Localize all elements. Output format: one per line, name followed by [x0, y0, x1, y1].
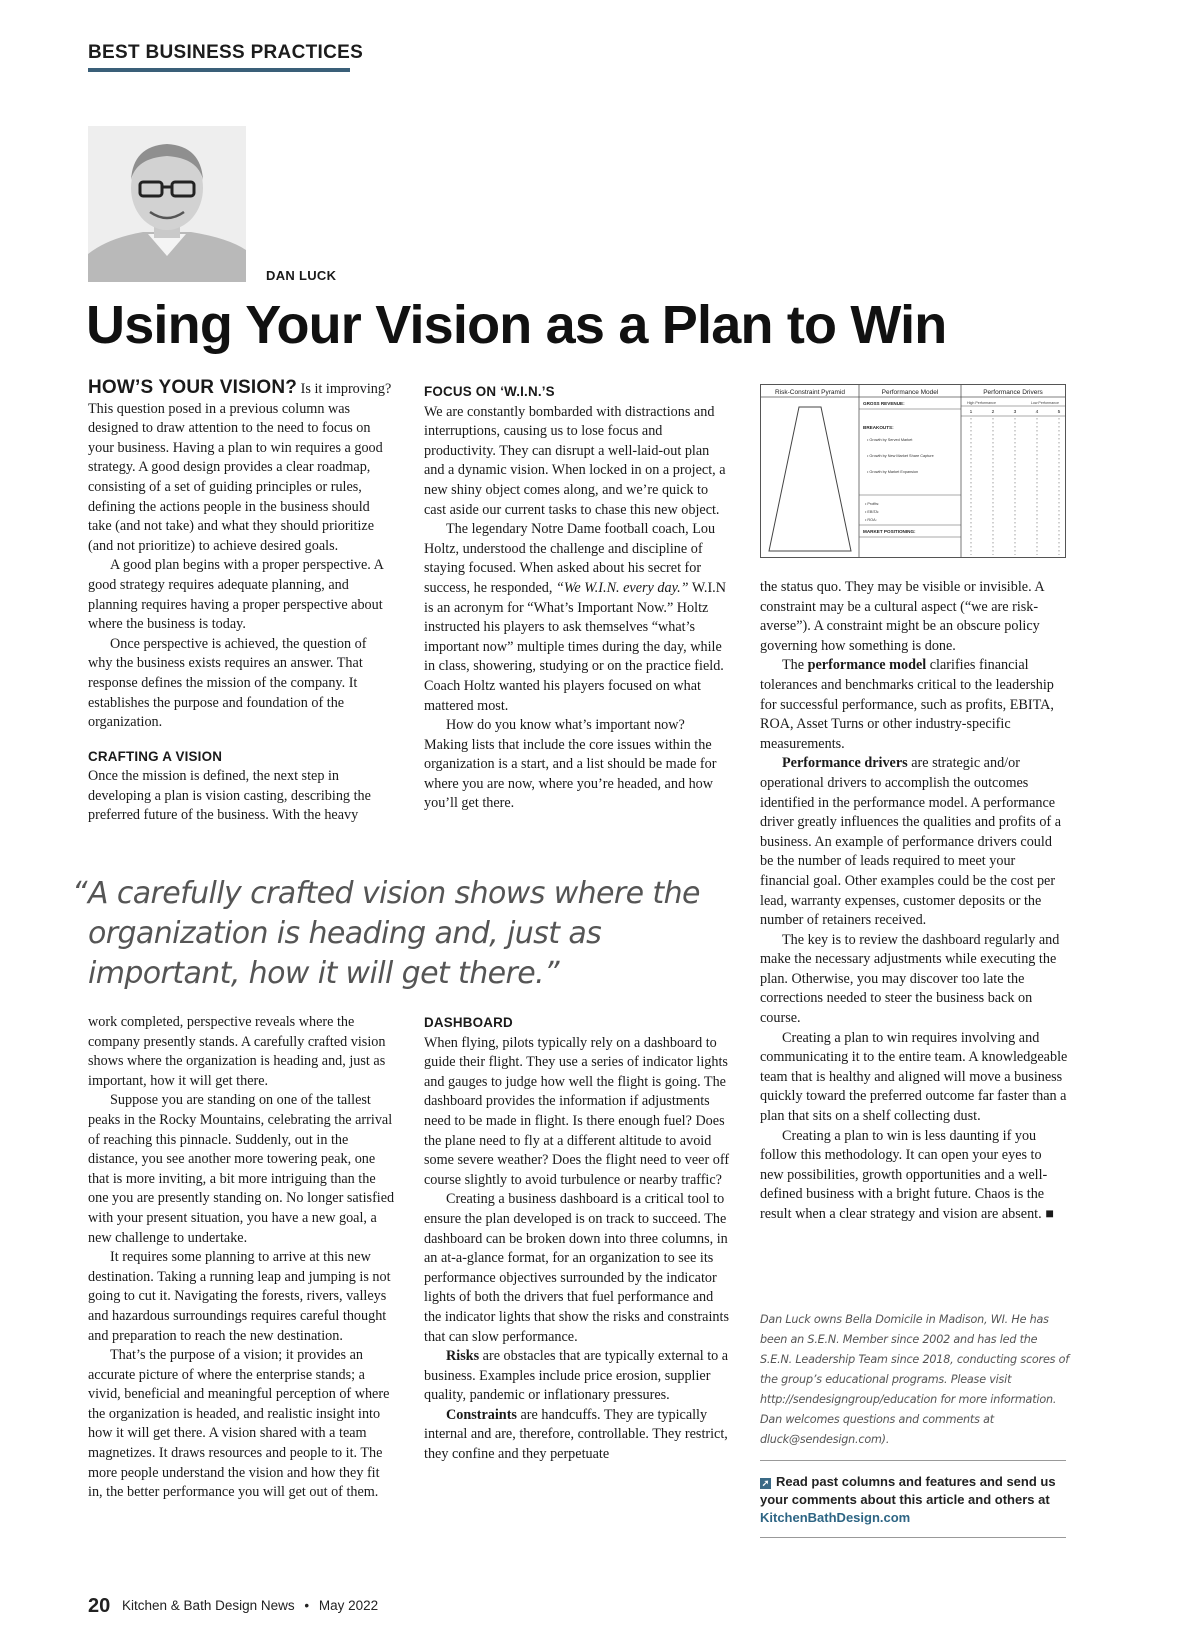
- paragraph: Once perspective is achieved, the question of why the business exists requires an answer. That response defines the mission of the company. It establishes the purpose and foundation of the organization.: [88, 635, 367, 731]
- driver-score: 4: [1035, 410, 1039, 415]
- paragraph: A good plan begins with a proper perspective. A good strategy requires adequate planning, and planning requires having a proper perspective about where the business is today.: [88, 557, 384, 633]
- issue-date: May 2022: [318, 1598, 379, 1613]
- call-to-action: [760, 1460, 1066, 1538]
- paragraph: W.I.N is an acronym for “What’s Important Now.” Holtz instructed his players to ask themselves “what’s important now” multiple times during the day, while in class, showering, studying or on the practice field. Coach Holtz wanted his players focused on what mattered most.: [424, 579, 726, 714]
- paragraph: Is it improving? This question posed in a previous column was designed to draw attention to the need to focus on your business. Having a plan to win requires a good strategy. A good design provides a clear roadmap, consisting of a set of guiding principles or rules, defining the actions people in the business should take (and not take) and what they should prioritize (and not prioritize) to achieve desired goals.: [88, 381, 392, 554]
- author-portrait-illustration: [88, 126, 246, 282]
- column-3: [760, 578, 1068, 1225]
- driver-gridlines: [971, 418, 1059, 555]
- author-byline: DAN LUCK: [266, 268, 337, 283]
- author-bio: Dan Luck owns Bella Domicile in Madison, WI. He has been an S.E.N. Member since 2002 and has led the S.E.N. Leadership Team since 2018, conducting scores of the group’s educational programs. Please visit http://sendesigngroup/education for more information. Dan welcomes questions and comments at dluck@sendesign.com).: [760, 1313, 1069, 1446]
- publication-name: Kitchen & Bath Design News: [122, 1598, 295, 1613]
- paragraph: The key is to review the dashboard regularly and make the necessary adjustments while executing the plan. Otherwise, you may discover too late the corrections needed to steer the business back on course.: [760, 931, 1060, 1027]
- section-rule: [88, 68, 350, 72]
- column-2-top: [424, 382, 730, 814]
- paragraph: the status quo. They may be visible or invisible. A constraint may be a cultural aspect (“we are risk-averse”). A constraint might be an obscure policy governing how something is done.: [760, 579, 1044, 654]
- paragraph: Creating a business dashboard is a critical tool to ensure the plan developed is on track to succeed. The dashboard can be broken down into three columns, in an at-a-glance format, for an organization to see its performance objectives surrounded by the indicator lights of both the drivers that fuel performance and the indicator lights that show the risks and constraints that can slow performance.: [424, 1191, 729, 1345]
- paragraph: clarifies financial tolerances and benchmarks critical to the leadership for successful performance, such as profits, EBITA, ROA, Asset Turns or other industry-specific measurements.: [760, 657, 1054, 752]
- label-breakouts: BREAKOUTS:: [863, 425, 894, 430]
- header-performance-drivers: Performance Drivers: [983, 389, 1043, 396]
- breakout-item: • Growth by Served Market: [867, 438, 913, 442]
- article-headline: Using Your Vision as a Plan to Win: [86, 295, 947, 355]
- cta-text: Read past columns and features and send us your comments about this article and others at: [760, 1474, 1056, 1507]
- driver-score: 3: [1013, 410, 1017, 415]
- paragraph: That’s the purpose of a vision; it provides an accurate picture of where the enterprise stands; a vivid, beneficial and meaningful perception of where the organization is headed, and realistic insight into how it will get there. A vision shared with a team magnetizes. It draws resources and people to it. The more people understand the vision and how they fit in, the better performance you will get out of them.: [88, 1347, 390, 1501]
- header-risk-constraint: Risk-Constraint Pyramid: [774, 389, 846, 396]
- paragraph: Creating a plan to win is less daunting if you follow this methodology. It can open your eyes to new possibilities, growth opportunities and a well-defined business with a bright future. Chaos is the result when a clear strategy and vision are absent.: [760, 1127, 1048, 1222]
- paragraph: The legendary Notre Dame football coach, Lou Holtz, understood the challenge and discipline of staying focused. When asked about his secret for success, he responded,: [424, 521, 716, 596]
- paragraph: It requires some planning to arrive at this new destination. Taking a running leap and jumping is not going to cut it. Navigating the forests, rivers, valleys and hazardous surroundings requires careful thought and preparation to reach the new destination.: [88, 1249, 391, 1344]
- paragraph: Suppose you are standing on one of the tallest peaks in the Rocky Mountains, celebrating the arrival of reaching this pinnacle. Suddenly, out in the distance, you see another more towering peak, one that is more inviting, a bit more intriguing than the one you are presently standing on. No longer satisfied with your present situation, you have a new goal, a new challenge to undertake.: [88, 1092, 395, 1246]
- breakout-item: • Growth by Market Expansion: [867, 470, 919, 474]
- separator-dot: •: [304, 1598, 310, 1613]
- subheading-crafting-a-vision: CRAFTING A VISION: [88, 748, 223, 764]
- column-1-top: [88, 378, 392, 826]
- paragraph: are strategic and/or operational drivers to accomplish the outcomes identified in the performance model. A performance driver greatly influences the qualities and profits of a business. An example of performance drivers could be the number of leads required to meet your financial goal. Other examples could be the cost per lead, warranty expenses, customer deposits or the number of retainers received.: [760, 755, 1061, 929]
- term-performance-model: performance model: [807, 657, 927, 674]
- label-market-positioning: MARKET POSITIONING:: [863, 529, 916, 534]
- page-footer: [88, 1595, 378, 1618]
- metric-item: • Profits:: [865, 502, 880, 506]
- paragraph: Once the mission is defined, the next step in developing a plan is vision casting, describing the preferred future of the business. With the heavy: [88, 768, 371, 824]
- pull-quote: [72, 874, 712, 994]
- quote: “We W.I.N. every day.”: [555, 579, 689, 596]
- term-performance-drivers: Performance drivers: [782, 755, 908, 772]
- subheading-dashboard: DASHBOARD: [424, 1015, 513, 1030]
- paragraph: We are constantly bombarded with distractions and interruptions, causing us to lose focus and productivity. They can disrupt a well-laid-out plan and a dynamic vision. When locked in on a project, a new shiny object comes along, and we’re quick to cast aside our current tasks to chase this new object.: [424, 403, 726, 518]
- header-performance-model: Performance Model: [881, 389, 939, 396]
- end-mark: ■: [1045, 1206, 1054, 1222]
- quote-mark: “: [72, 876, 87, 911]
- label-high-performance: High Performance: [967, 401, 996, 405]
- paragraph: Creating a plan to win requires involving and communicating it to the entire team. A knowledgeable team that is healthy and aligned will move a business quickly toward the preferred outcome far faster than a plan that sits on a shelf collecting dust.: [760, 1029, 1068, 1125]
- metric-item: • ROA:: [865, 518, 877, 522]
- section-tag: BEST BUSINESS PRACTICES: [88, 42, 364, 63]
- arrow-icon: ➚: [761, 1478, 770, 1488]
- dashboard-figure: [760, 384, 1066, 558]
- paragraph: work completed, perspective reveals where the company presently stands. A carefully crafted vision shows where the organization is heading and, just as important, how it will get there.: [88, 1014, 386, 1089]
- driver-score: 1: [969, 410, 973, 415]
- column-2-bottom: [424, 1013, 730, 1465]
- metric-item: • EBITA:: [865, 510, 880, 514]
- driver-score: 5: [1057, 410, 1061, 415]
- driver-score: 2: [991, 410, 995, 415]
- paragraph: How do you know what’s important now? Making lists that include the core issues within the organization is a start, and a list should be made for where you are now, where you’re headed, and how you’ll get there.: [424, 717, 717, 812]
- column-1-bottom: [88, 1013, 396, 1503]
- paragraph: are obstacles that are typically external to a business. Examples include price erosion, supplier quality, pandemic or inflationary pressures.: [424, 1348, 729, 1404]
- page-number: 20: [88, 1595, 111, 1617]
- author-photo: [88, 126, 246, 282]
- pull-quote-text: A carefully crafted vision shows where the organization is heading and, just as important, how it will get there.”: [88, 876, 700, 991]
- website-link[interactable]: KitchenBathDesign.com: [760, 1510, 911, 1525]
- paragraph: are handcuffs. They are typically internal and are, therefore, controllable. They restrict, they confine and they perpetuate: [424, 1406, 728, 1463]
- label-gross-revenue: GROSS REVENUE:: [863, 401, 905, 406]
- breakout-item: • Growth by New Market Share Capture: [867, 454, 934, 458]
- subheading-focus-on-wins: FOCUS ON ‘W.I.N.’S: [424, 384, 555, 399]
- lead-in-heading: HOW’S YOUR VISION?: [88, 377, 298, 398]
- dashboard-diagram: [761, 385, 1065, 557]
- term-risks: Risks: [446, 1348, 480, 1365]
- pyramid-shape: [769, 407, 851, 551]
- paragraph: The: [782, 657, 805, 674]
- label-low-performance: Low Performance: [1030, 401, 1059, 405]
- term-constraints: Constraints: [446, 1406, 517, 1423]
- paragraph: When flying, pilots typically rely on a dashboard to guide their flight. They use a series of indicator lights and gauges to judge how well the flight is going. The dashboard provides the information if adjustments need to be made in flight. Is there enough fuel? Does the plane need to fly at a different altitude to avoid some severe weather? Does the flight need to veer off course slightly to avoid turbulence or nearby traffic?: [424, 1034, 730, 1188]
